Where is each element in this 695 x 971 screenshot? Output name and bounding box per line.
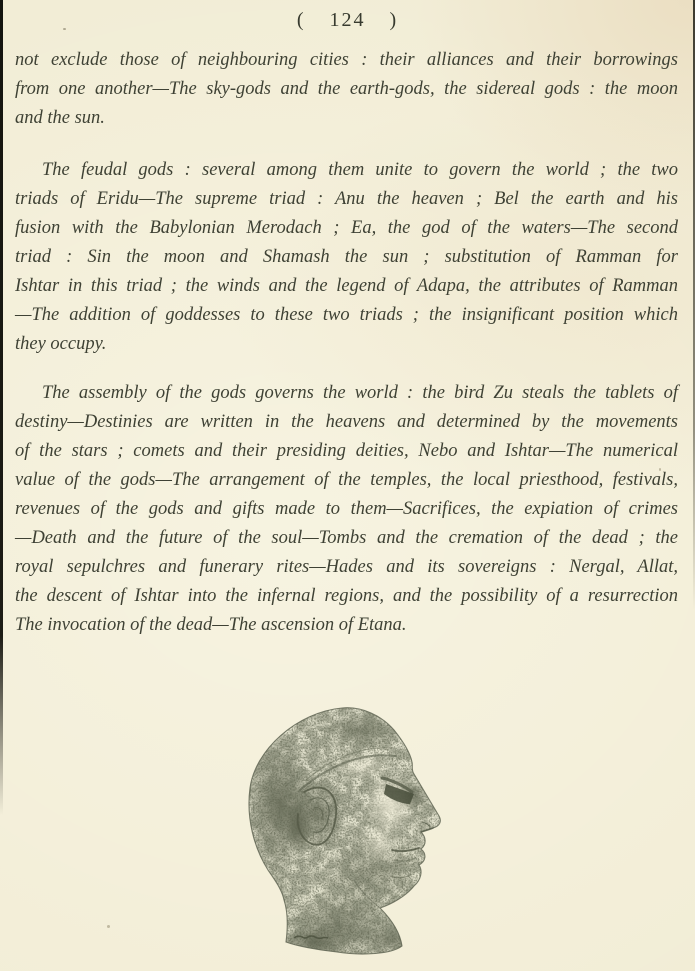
text-line: The assembly of the gods governs the world : the bird Zu steals the tablets of: [42, 383, 678, 403]
text-line: —The addition of goddesses to these two triads ; the insignificant position which: [15, 305, 678, 325]
text-line: not exclude those of neighbouring cities : their alliances and their borrowings: [15, 50, 678, 70]
paragraph-2: [15, 156, 678, 359]
head-engraving-svg: [242, 704, 454, 958]
text-line: the descent of Ishtar into the infernal regions, and the possibility of a resurrection: [15, 586, 678, 606]
text-line: destiny—Destinies are written in the heavens and determined by the movements: [15, 412, 678, 432]
text-line: from one another—The sky-gods and the earth-gods, the sidereal gods : the moon: [15, 79, 678, 99]
text-line: —Death and the future of the soul—Tombs and the cremation of the dead ; the: [15, 528, 678, 548]
head-engraving-body: [246, 708, 440, 958]
text-line: The invocation of the dead—The ascension of Etana.: [15, 615, 407, 635]
head-engraving-illustration: [242, 704, 454, 958]
page-number: ( 124 ): [296, 9, 399, 31]
paragraph-3: [15, 379, 678, 640]
text-line: value of the gods—The arrangement of the temples, the local priesthood, festivals,: [15, 470, 678, 490]
text-line: revenues of the gods and gifts made to them—Sacrifices, the expiation of crimes: [15, 499, 678, 519]
text-line: fusion with the Babylonian Merodach ; Ea, the god of the waters—The second: [15, 218, 678, 238]
text-line: and the sun.: [15, 108, 105, 128]
text-line: royal sepulchres and funerary rites—Hades and its sovereigns : Nergal, Allat,: [15, 557, 678, 577]
text-line: of the stars ; comets and their presiding deities, Nebo and Ishtar—The numerical: [15, 441, 678, 461]
text-line: The feudal gods : several among them unite to govern the world ; the two: [42, 160, 678, 180]
scan-edge-left: [0, 0, 3, 815]
paragraph-1: [15, 46, 678, 133]
paper-speck: [107, 925, 110, 928]
text-line: triads of Eridu—The supreme triad : Anu the heaven ; Bel the earth and his: [15, 189, 678, 209]
text-line: they occupy.: [15, 334, 107, 354]
text-line: triad : Sin the moon and Shamash the sun ; substitution of Ramman for: [15, 247, 678, 267]
text-line: Ishtar in this triad ; the winds and the legend of Adapa, the attributes of Ramman: [15, 276, 678, 296]
